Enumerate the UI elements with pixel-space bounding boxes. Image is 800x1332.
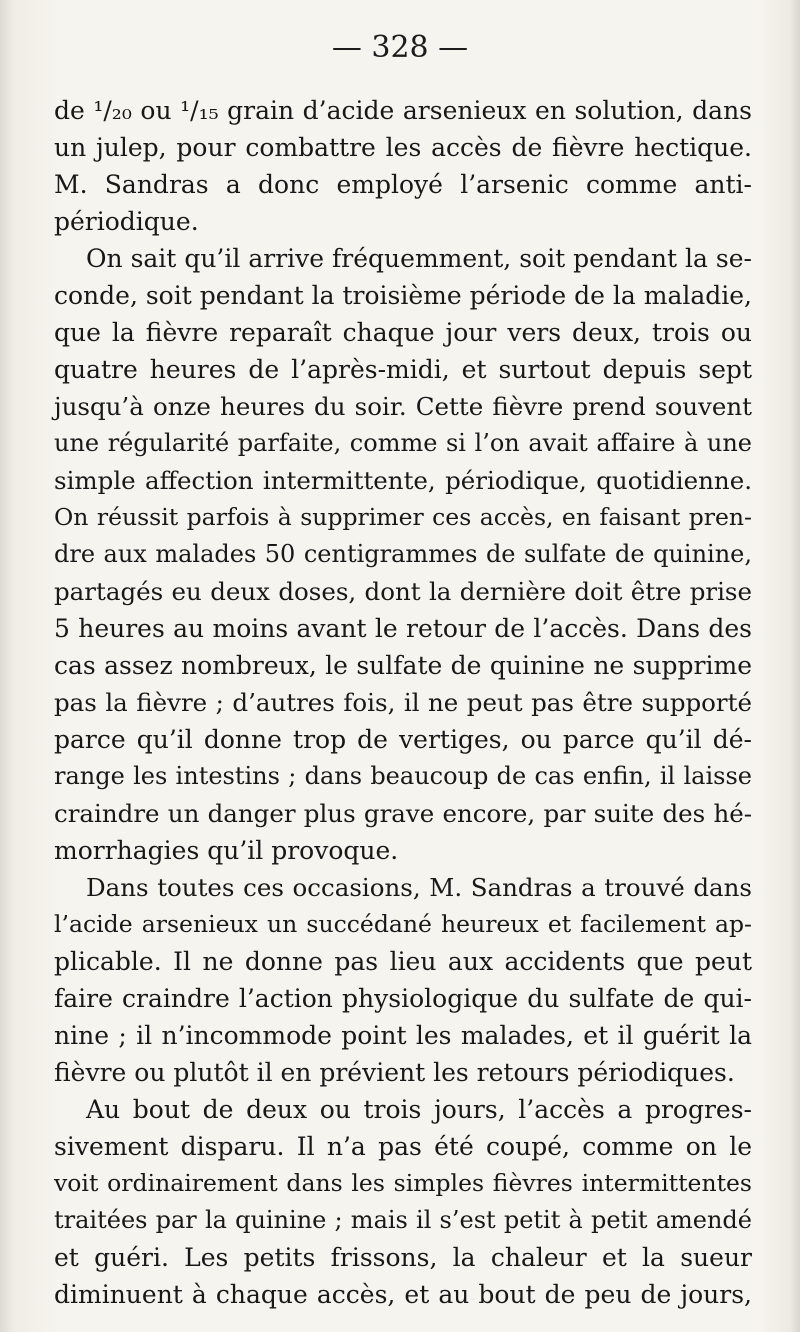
text-line: traitées par la quinine ; mais il s’est petit à petit amendé xyxy=(54,1206,752,1234)
text-line: partagés eu deux doses, dont la dernière doit être prise xyxy=(54,577,752,606)
text-line: simple affection intermittente, périodique, quotidienne. xyxy=(54,466,752,495)
text-line: pas la fièvre ; d’autres fois, il ne peut pas être supporté xyxy=(54,688,752,717)
text-line: Dans toutes ces occasions, M. Sandras a trouvé dans xyxy=(86,873,752,902)
text-line: nine ; il n’incommode point les malades, et il guérit la xyxy=(54,1021,752,1050)
text-line: dre aux malades 50 centigrammes de sulfate de quinine, xyxy=(54,540,752,568)
body-text xyxy=(54,92,752,1313)
text-line: parce qu’il donne trop de vertiges, ou parce qu’il dé- xyxy=(54,725,752,754)
text-line: sivement disparu. Il n’a pas été coupé, comme on le xyxy=(54,1132,752,1161)
page-number: — 328 — xyxy=(331,30,469,65)
text-line: que la fièvre reparaît chaque jour vers deux, trois ou xyxy=(54,318,752,347)
text-line: faire craindre l’action physiologique du sulfate de qui- xyxy=(54,984,752,1013)
text-line: conde, soit pendant la troisième période de la maladie, xyxy=(54,281,752,310)
text-line: morrhagies qu’il provoque. xyxy=(54,836,399,865)
text-line: une régularité parfaite, comme si l’on avait affaire à une xyxy=(54,429,752,457)
text-line: cas assez nombreux, le sulfate de quinine ne supprime xyxy=(54,651,752,680)
text-line: diminuent à chaque accès, et au bout de peu de jours, xyxy=(54,1280,752,1309)
text-line: craindre un danger plus grave encore, par suite des hé- xyxy=(54,799,752,828)
text-line: plicable. Il ne donne pas lieu aux accidents que peut xyxy=(54,947,752,976)
text-line: fièvre ou plutôt il en prévient les retours périodiques. xyxy=(54,1058,735,1087)
text-line: de ¹/₂₀ ou ¹/₁₅ grain d’acide arsenieux en solution, dans xyxy=(54,96,752,125)
text-line: M. Sandras a donc employé l’arsenic comme anti- xyxy=(54,170,752,199)
text-line: quatre heures de l’après-midi, et surtout depuis sept xyxy=(54,355,752,384)
text-line: jusqu’à onze heures du soir. Cette fièvre prend souvent xyxy=(54,392,752,421)
text-line: On réussit parfois à supprimer ces accès, en faisant pren- xyxy=(54,503,752,531)
text-line: et guéri. Les petits frissons, la chaleur et la sueur xyxy=(54,1243,752,1272)
text-line: 5 heures au moins avant le retour de l’accès. Dans des xyxy=(54,614,752,643)
text-line: périodique. xyxy=(54,207,199,236)
text-line: voit ordinairement dans les simples fièvres intermittentes xyxy=(54,1169,752,1197)
text-line: On sait qu’il arrive fréquemment, soit pendant la se- xyxy=(86,244,752,273)
text-line: range les intestins ; dans beaucoup de cas enfin, il laisse xyxy=(54,762,752,790)
text-line: l’acide arsenieux un succédané heureux et facilement ap- xyxy=(54,910,752,938)
text-line: Au bout de deux ou trois jours, l’accès a progres- xyxy=(86,1095,752,1124)
text-line: un julep, pour combattre les accès de fièvre hectique. xyxy=(54,133,752,162)
